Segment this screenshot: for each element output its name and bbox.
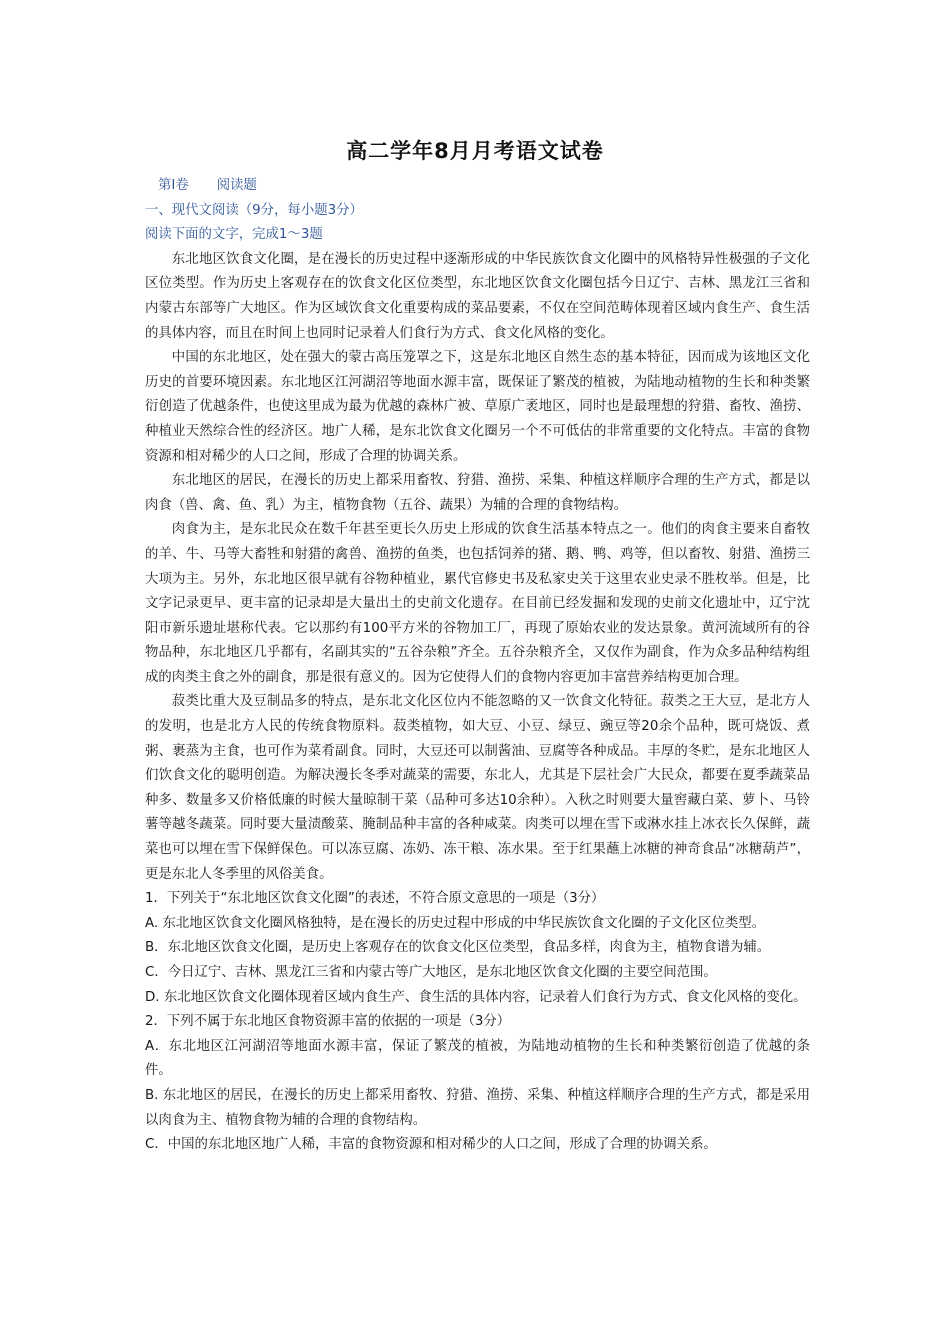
- question-option: B. 东北地区的居民，在漫长的历史上都采用畜牧、狩猎、渔捞、采集、种植这样顺序合理的生产方式，都是采用以肉食为主、植物食物为辅的合理的食物结构。: [145, 1087, 810, 1128]
- document-body: [145, 174, 810, 1158]
- question-stem: 1．下列关于“东北地区饮食文化圈”的表述，不符合原文意思的一项是（3分）: [145, 891, 605, 907]
- passage-paragraph: 东北地区的居民，在漫长的历史上都采用畜牧、狩猎、渔捞、采集、种植这样顺序合理的生产方式，都是以肉食（兽、禽、鱼、乳）为主，植物食物（五谷、蔬果）为辅的合理的食物结构。: [145, 473, 810, 513]
- passage-paragraph: 中国的东北地区，处在强大的蒙古高压笼罩之下，这是东北地区自然生态的基本特征，因而成为该地区文化历史的首要环境因素。东北地区江河湖沼等地面水源丰富，既保证了繁茂的植被，为陆地动植物的生长和种类繁衍创造了优越条件，也使这里成为最为优越的森林广被、草原广袤地区，同时也是最理想的狩猎、畜牧、渔捞、种植业天然综合性的经济区。地广人稀，是东北饮食文化圈另一个不可低估的非常重要的文化特点。丰富的食物资源和相对稀少的人口之间，形成了合理的协调关系。: [145, 350, 810, 464]
- question-option: D. 东北地区饮食文化圈体现着区域内食生产、食生活的具体内容，记录着人们食行为方式、食文化风格的变化。: [145, 989, 807, 1005]
- passage-paragraph: 菽类比重大及豆制品多的特点，是东北文化区位内不能忽略的又一饮食文化特征。菽类之王大豆，是北方人的发明，也是北方人民的传统食物原料。菽类植物，如大豆、小豆、绿豆、豌豆等20余个品种，既可烧饭、煮粥、裹蒸为主食，也可作为菜肴副食。同时，大豆还可以制酱油、豆腐等各种成品。丰厚的冬贮，是东北地区人们饮食文化的聪明创造。为解决漫长冬季对蔬菜的需要，东北人，尤其是下层社会广大民众，都要在夏季蔬菜品种多、数量多又价格低廉的时候大量晾制干菜（品种可多达10余种）。入秋之时则要大量窖藏白菜、萝卜、马铃薯等越冬蔬菜。同时要大量渍酸菜、腌制品种丰富的各种咸菜。肉类可以埋在雪下或淋水挂上冰衣长久保鲜，蔬菜也可以埋在雪下保鲜保色。可以冻豆腐、冻奶、冻干粮、冻水果。至于红果蘸上冰糖的神奇食品“冰糖葫芦”，更是东北人冬季里的风俗美食。: [145, 694, 810, 882]
- part-heading: 一、现代文阅读（9分，每小题3分）: [145, 202, 363, 218]
- question-stem: 2．下列不属于东北地区食物资源丰富的依据的一项是（3分）: [145, 1014, 511, 1030]
- passage-paragraph: 肉食为主，是东北民众在数千年甚至更长久历史上形成的饮食生活基本特点之一。他们的肉食主要来自畜牧的羊、牛、马等大畜牲和射猎的禽兽、渔捞的鱼类，也包括饲养的猪、鹅、鸭、鸡等，但以畜牧、射猎、渔捞三大项为主。另外，东北地区很早就有谷物种植业，累代官修史书及私家史关于这里农业史录不胜枚举。但是，比文字记录更早、更丰富的记录却是大量出土的史前文化遗存。在目前已经发掘和发现的史前文化遗址中，辽宁沈阳市新乐遗址堪称代表。它以那约有100平方米的谷物加工厂，再现了原始农业的发达景象。黄河流域所有的谷物品种，东北地区几乎都有，名副其实的“五谷杂粮”齐全。五谷杂粮齐全，又仅作为副食，作为众多品种结构组成的肉类主食之外的副食，那是很有意义的。因为它使得人们的食物内容更加丰富营养结构更加合理。: [145, 522, 810, 685]
- page-title: 高二学年8月月考语文试卷: [346, 139, 604, 163]
- question-option: A. 东北地区饮食文化圈风格独特，是在漫长的历史过程中形成的中华民族饮食文化圈的子文化区位类型。: [145, 915, 766, 931]
- question-option: C．今日辽宁、吉林、黑龙江三省和内蒙古等广大地区，是东北地区饮食文化圈的主要空间范围。: [145, 965, 717, 980]
- volume-label: 第Ⅰ卷: [158, 178, 189, 193]
- question-option: C．中国的东北地区地广人稀，丰富的食物资源和相对稀少的人口之间，形成了合理的协调关系。: [145, 1137, 717, 1153]
- reading-instruction: 阅读下面的文字，完成1～3题: [145, 227, 323, 243]
- question-option: B．东北地区饮食文化圈，是历史上客观存在的饮食文化区位类型，食品多样，肉食为主，植物食谱为辅。: [145, 940, 771, 956]
- passage-paragraph: 东北地区饮食文化圈，是在漫长的历史过程中逐渐形成的中华民族饮食文化圈中的风格特异性极强的子文化区位类型。作为历史上客观存在的饮食文化区位类型，东北地区饮食文化圈包括今日辽宁、吉林、黑龙江三省和内蒙古东部等广大地区。作为区域饮食文化重要构成的菜品要素，不仅在空间范畴体现着区域内食生产、食生活的具体内容，而且在时间上也同时记录着人们食行为方式、食文化风格的变化。: [145, 251, 810, 341]
- section-name: 阅读题: [216, 178, 257, 193]
- section-heading: [145, 174, 810, 199]
- question-option: A．东北地区江河湖沼等地面水源丰富，保证了繁茂的植被，为陆地动植物的生长和种类繁衍创造了优越的条件。: [145, 1038, 810, 1079]
